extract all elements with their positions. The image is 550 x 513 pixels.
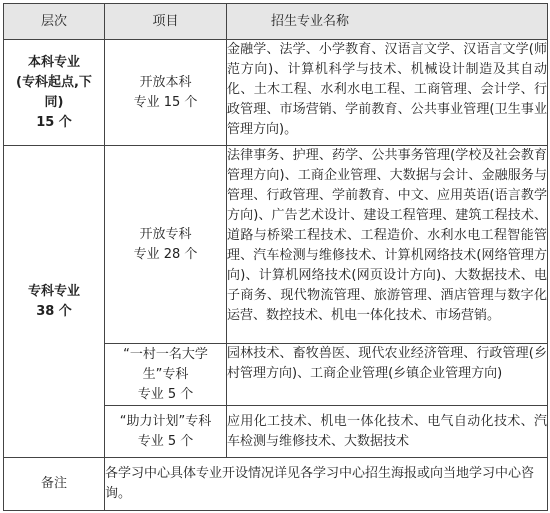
college-assist-item-line-1: “助力计划”专科 bbox=[119, 413, 212, 429]
college-open-row bbox=[4, 146, 548, 344]
undergrad-level-line-2: (专科起点,下 bbox=[16, 74, 92, 90]
undergrad-item-line-2: 专业 15 个 bbox=[133, 94, 198, 110]
header-level: 层次 bbox=[4, 4, 105, 40]
note-row bbox=[4, 458, 548, 511]
undergrad-level-line-4: 15 个 bbox=[36, 114, 72, 130]
college-open-item-line-2: 专业 28 个 bbox=[133, 246, 198, 262]
college-village-item-line-2: 生”专科 bbox=[142, 366, 189, 382]
college-level-line-1: 专科专业 bbox=[27, 283, 80, 299]
note-text: 各学习中心具体专业开设情况详见各学习中心招生海报或向当地学习中心咨询。 bbox=[105, 458, 548, 511]
college-village-item-line-1: “一村一名大学 bbox=[123, 346, 208, 362]
college-level bbox=[4, 146, 105, 458]
college-village-majors: 园林技术、畜牧兽医、现代农业经济管理、行政管理(乡村管理方向)、工商企业管理(乡镇企业管理方向) bbox=[227, 344, 548, 406]
header-row bbox=[4, 4, 548, 40]
college-open-item-line-1: 开放专科 bbox=[139, 226, 192, 242]
undergrad-item bbox=[105, 40, 227, 146]
undergrad-level bbox=[4, 40, 105, 146]
undergrad-level-line-3: 同) bbox=[44, 94, 64, 110]
header-item: 项目 bbox=[105, 4, 227, 40]
undergrad-item-line-1: 开放本科 bbox=[139, 74, 192, 90]
college-open-majors: 法律事务、护理、药学、公共事务管理(学校及社会教育管理方向)、工商企业管理、大数据与会计、金融服务与管理、行政管理、学前教育、中文、应用英语(语言教学方向)、广告艺术设计、建设工程管理、建筑工程技术、道路与桥梁工程技术、工程造价、水利水电工程智能管理、汽车检测与维修技术、计算机网络技术(网络管理方向)、计算机网络技术(网页设计方向)、大数据技术、电子商务、现代物流管理、旅游管理、酒店管理与数字化运营、数控技术、机电一体化技术、市场营销。 bbox=[227, 146, 548, 344]
undergrad-row bbox=[4, 40, 548, 146]
college-assist-majors: 应用化工技术、机电一体化技术、电气自动化技术、汽车检测与维修技术、大数据技术 bbox=[227, 406, 548, 458]
undergrad-level-line-1: 本科专业 bbox=[27, 54, 80, 70]
college-village-item bbox=[105, 344, 227, 406]
header-majors: 招生专业名称 bbox=[227, 4, 548, 40]
undergrad-majors: 金融学、法学、小学教育、汉语言文学、汉语言文学(师范方向)、计算机科学与技术、机械设计制造及其自动化、土木工程、水利水电工程、工商管理、会计学、行政管理、市场营销、学前教育、公共事业管理(卫生事业管理方向)。 bbox=[227, 40, 548, 146]
college-assist-item-line-2: 专业 5 个 bbox=[137, 433, 194, 449]
college-open-item bbox=[105, 146, 227, 344]
college-assist-item bbox=[105, 406, 227, 458]
enrollment-majors-table bbox=[3, 3, 548, 511]
note-label: 备注 bbox=[4, 458, 105, 511]
college-village-item-line-3: 专业 5 个 bbox=[137, 386, 194, 402]
college-level-line-2: 38 个 bbox=[36, 303, 72, 319]
